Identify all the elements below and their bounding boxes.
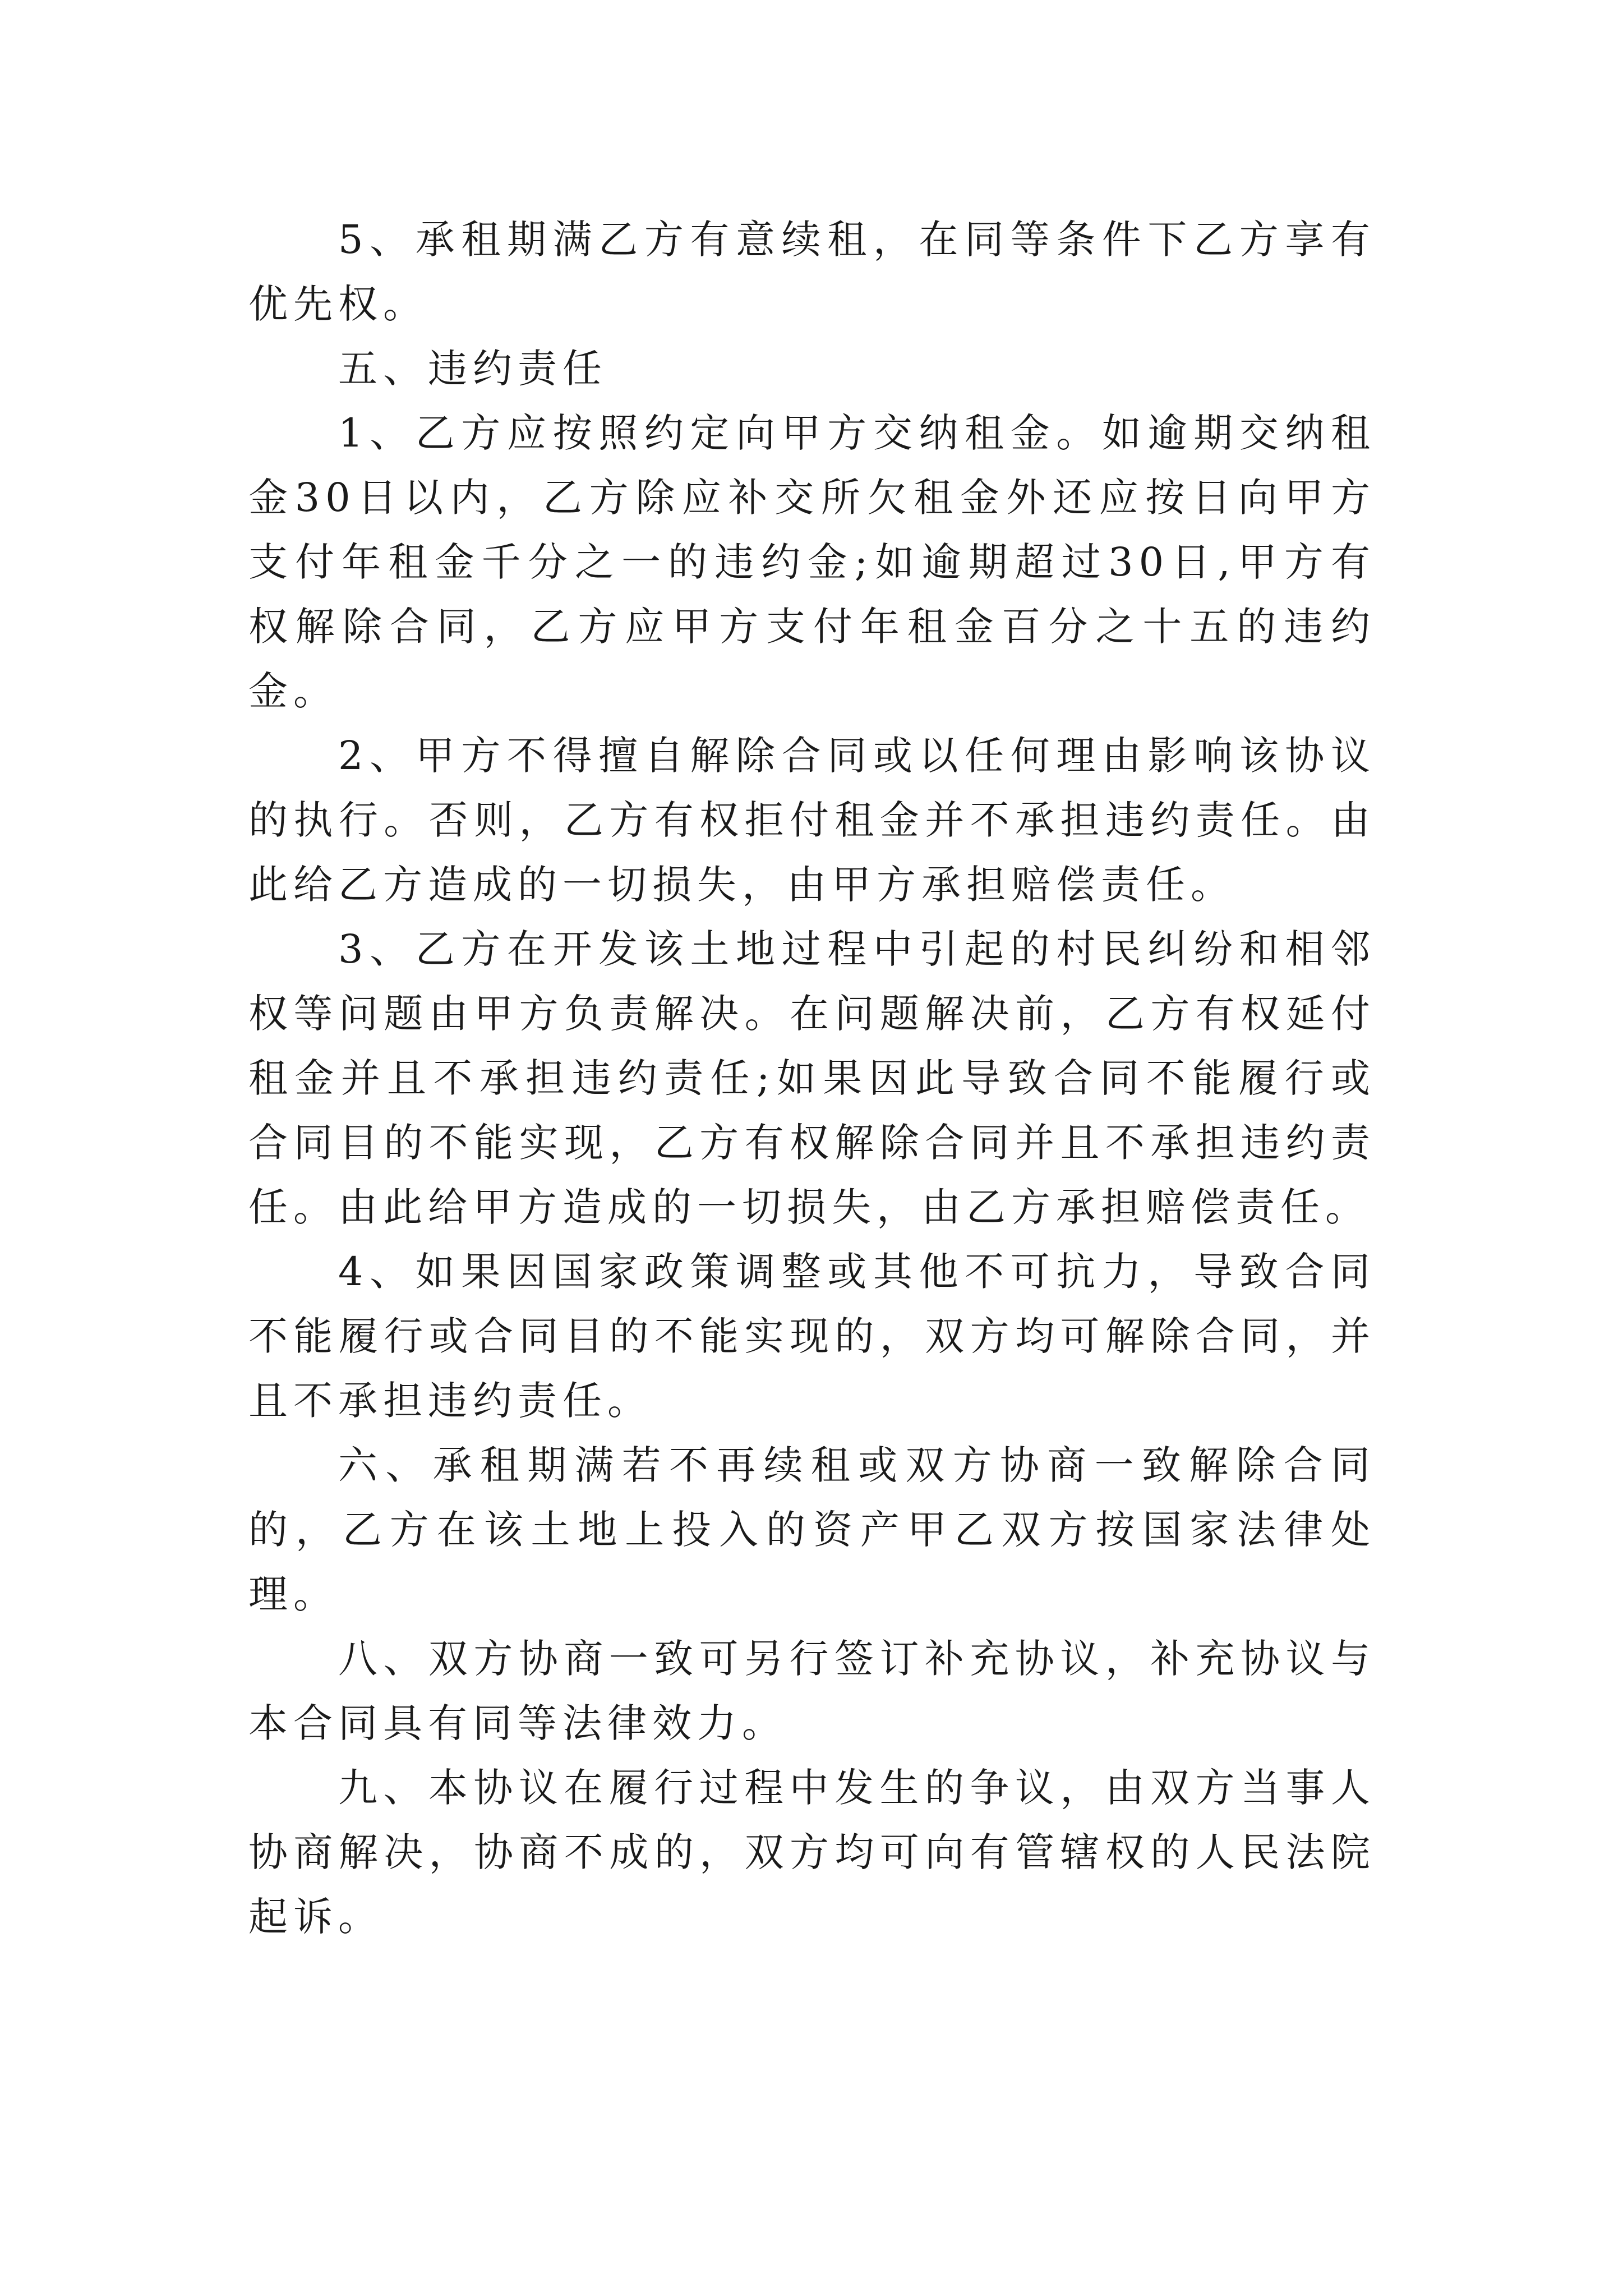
paragraph-villager-disputes: 3、乙方在开发该土地过程中引起的村民纠纷和相邻权等问题由甲方负责解决。在问题解决前，乙方有权延付租金并且不承担违约责任;如果因此导致合同不能履行或合同目的不能实现，乙方有权解除合同并且不承担违约责任。由此给甲方造成的一切损失，由乙方承担赔偿责任。 xyxy=(248,926,1376,1230)
paragraph-lease-expiry-assets: 六、承租期满若不再续租或双方协商一致解除合同的，乙方在该土地上投入的资产甲乙双方按国家法律处理。 xyxy=(248,1442,1376,1617)
section-heading-breach-liability: 五、违约责任 xyxy=(338,346,607,392)
document-body xyxy=(248,208,1376,1949)
paragraph-supplementary-agreement: 八、双方协商一致可另行签订补充协议，补充协议与本合同具有同等法律效力。 xyxy=(248,1636,1376,1746)
paragraph-renewal-priority: 5、承租期满乙方有意续租，在同等条件下乙方享有优先权。 xyxy=(248,217,1376,327)
paragraph-force-majeure: 4、如果因国家政策调整或其他不可抗力，导致合同不能履行或合同目的不能实现的，双方均可解除合同，并且不承担违约责任。 xyxy=(248,1249,1376,1424)
paragraph-rent-payment-penalty: 1、乙方应按照约定向甲方交纳租金。如逾期交纳租金30日以内，乙方除应补交所欠租金外还应按日向甲方支付年租金千分之一的违约金;如逾期超过30日,甲方有权解除合同，乙方应甲方支付年租金百分之十五的违约金。 xyxy=(248,410,1376,714)
paragraph-dispute-resolution: 九、本协议在履行过程中发生的争议，由双方当事人协商解决，协商不成的，双方均可向有管辖权的人民法院起诉。 xyxy=(248,1765,1376,1940)
paragraph-party-a-termination: 2、甲方不得擅自解除合同或以任何理由影响该协议的执行。否则，乙方有权拒付租金并不承担违约责任。由此给乙方造成的一切损失，由甲方承担赔偿责任。 xyxy=(248,733,1376,908)
